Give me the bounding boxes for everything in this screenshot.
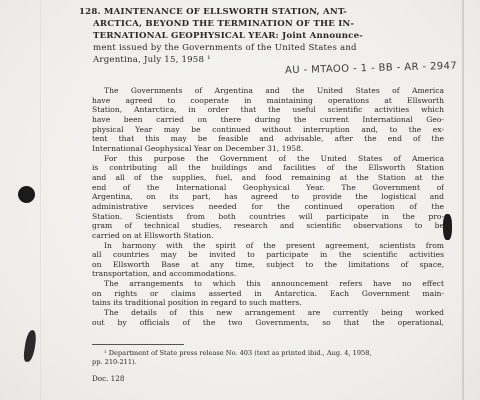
body-line: all countries may be invited to participate in the scientific activities xyxy=(92,250,444,260)
body-line: is contributing all the buildings and facilities of the Ellsworth Station xyxy=(92,163,444,173)
body-line: gram of technical studies, research and scientific observations to be xyxy=(92,221,444,231)
body-line: physical Year may be continued without interruption and, to the ex- xyxy=(92,124,444,134)
footnote-line: ¹ Department of State press release No. 403 (text as printed ibid., Aug. 4, 1958, xyxy=(104,349,372,357)
body-line: International Geophysical Year on December 31, 1958. xyxy=(92,143,304,153)
body-line: transportation, and accommodations. xyxy=(92,269,237,279)
heading-line: ment issued by the Governments of the United States and xyxy=(93,43,357,53)
body-line: on rights or claims asserted in Antarctica. Each Government main- xyxy=(92,288,444,298)
body-line: on Ellsworth Base at any time, subject to the limitations of space, xyxy=(92,259,444,269)
body-line: tains its traditional position in regard to such matters. xyxy=(92,298,302,308)
body-line: administrative services needed for the continued operation of the xyxy=(92,201,444,211)
body-line: out by officials of the two Governments, so that the operational, xyxy=(92,317,444,327)
footnote-rule xyxy=(92,344,184,345)
body-line: The Governments of Argentina and the United States of America xyxy=(104,86,444,95)
body-line: In harmony with the spirit of the present agreement, scientists from xyxy=(104,240,444,250)
page-edge-right xyxy=(462,0,464,400)
binder-hole-right xyxy=(443,214,452,240)
body-line: Station, Antarctica, in order that the useful scientific activities which xyxy=(92,105,444,115)
heading-line: Argentina, July 15, 1958 ¹ xyxy=(93,55,211,65)
body-line: have agreed to cooperate in maintaining operations at Ellsworth xyxy=(92,95,444,105)
body-line: Argentina, on its part, has agreed to provide the logistical and xyxy=(92,192,444,202)
heading-line: TERNATIONAL GEOPHYSICAL YEAR: Joint Announce- xyxy=(93,31,364,41)
document-heading xyxy=(79,6,459,66)
body-line: Station. Scientists from both countries will participate in the pro- xyxy=(92,211,444,221)
body-line: For this purpose the Government of the United States of America xyxy=(104,153,444,163)
heading-line: ARCTICA, BEYOND THE TERMINATION OF THE IN- xyxy=(93,19,355,29)
heading-line: 128. MAINTENANCE OF ELLSWORTH STATION, ANT- xyxy=(79,7,347,17)
document-number: Doc. 128 xyxy=(92,374,125,383)
body-line: carried on at Ellsworth Station. xyxy=(92,230,214,240)
ink-mark xyxy=(23,329,37,362)
body-line: end of the International Geophysical Year. The Government of xyxy=(92,182,444,192)
archive-stamp: AU - MTAOO - 1 - BB - AR - 2947 xyxy=(284,60,458,77)
footnote xyxy=(92,349,444,367)
body-line: tent that this may be feasible and advisable, after the end of the xyxy=(92,134,444,144)
body-line: The details of this new arrangement are currently being worked xyxy=(104,308,444,318)
footnote-line: pp. 210-211). xyxy=(92,357,137,366)
body-line: and all of the supplies, fuel, and food remaining at the Station at the xyxy=(92,172,444,182)
document-body xyxy=(92,86,444,327)
page-edge-left xyxy=(40,0,41,400)
binder-hole-left xyxy=(18,186,35,203)
body-line: have been carried on there during the current International Geo- xyxy=(92,114,444,124)
body-line: The arrangements to which this announcement refers have no effect xyxy=(104,279,444,289)
